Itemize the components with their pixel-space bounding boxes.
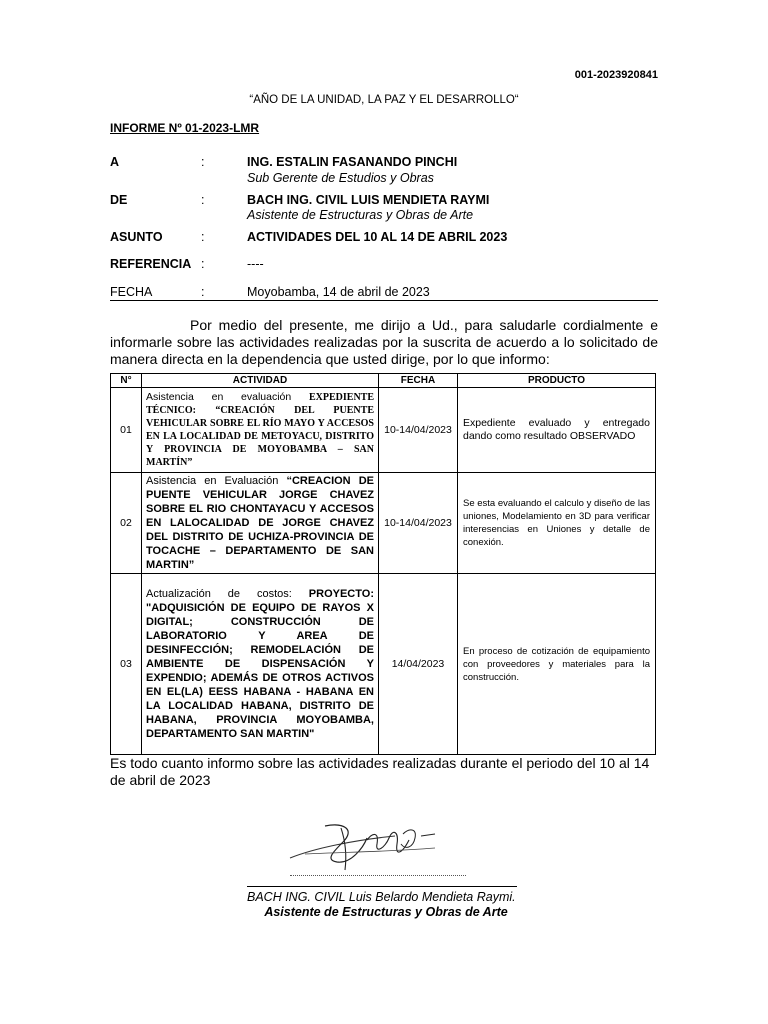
activity-detail: “CREACION DE PUENTE VEHICULAR JORGE CHAVEZ SOBRE EL RIO CHONTAYACU Y ACCESOS EN LALOCALIDAD DE JORGE CHAVEZ DEL DISTRITO DE UCHIZA-PROVINCIA DE TOCACHE – DEPARTAMENTO DE SAN MARTIN”: [146, 475, 374, 571]
header-number: N°: [111, 374, 142, 388]
row-product: En proceso de cotización de equipamiento con proveedores y materiales para la construcción.: [458, 574, 656, 755]
activity-detail: "ADQUISICIÓN DE EQUIPO DE RAYOS X DIGITAL; CONSTRUCCIÓN DE LABORATORIO Y AREA DE DESINFECCIÓN; REMODELACIÓN DE AMBIENTE DE DISPENSACIÓN Y EXPENDIO; ADEMÁS DE OTROS ACTIVOS EN EL(LA) EESS HABANA - HABANA EN LA LOCALIDAD HABANA, DISTRITO DE HABANA, PROVINCIA MOYOBAMBA, DEPARTAMENTO SAN MARTIN": [146, 602, 374, 740]
to-colon: :: [201, 155, 205, 169]
table-row: [111, 574, 656, 755]
signature-line: [247, 886, 517, 887]
row-activity: [142, 574, 379, 755]
row-product: Se esta evaluando el calculo y diseño de las uniones, Modelamiento en 3D para verificar interesencias en Uniones y detalle de conexión.: [458, 473, 656, 574]
activity-prefix: Asistencia en Evaluación: [146, 475, 279, 487]
row-date: 10-14/04/2023: [379, 473, 458, 574]
header-product: PRODUCTO: [458, 374, 656, 388]
row-number: 01: [111, 388, 142, 473]
report-number: INFORME Nº 01-2023-LMR: [110, 121, 260, 135]
signer-role: Asistente de Estructuras y Obras de Arte: [264, 905, 508, 919]
activity-detail: EXPEDIENTE TÉCNICO: “CREACIÓN DEL PUENTE VEHICULAR SOBRE EL RÍO MAYO Y ACCESOS EN LA LOCALIDAD DE METOYACU, DISTRITO Y PROVINCIA DE MOYOBAMBA – SAN MARTÍN”: [146, 392, 374, 468]
table-header-row: [111, 374, 656, 388]
row-activity: [142, 473, 379, 574]
closing-paragraph: Es todo cuanto informo sobre las actividades realizadas durante el periodo del 10 al 14 de abril de 2023: [110, 755, 650, 788]
subject-value: ACTIVIDADES DEL 10 AL 14 DE ABRIL 2023: [247, 230, 508, 244]
date-label: FECHA: [110, 285, 153, 299]
document-code: 001-2023920841: [574, 69, 658, 81]
row-activity: [142, 388, 379, 473]
subject-colon: :: [201, 230, 205, 244]
from-name: BACH ING. CIVIL LUIS MENDIETA RAYMI: [247, 193, 490, 207]
activity-label: PROYECTO:: [308, 588, 374, 600]
subject-label: ASUNTO: [110, 230, 163, 244]
activity-prefix: Actualización de costos:: [146, 588, 292, 600]
date-colon: :: [201, 285, 205, 299]
reference-label: REFERENCIA: [110, 257, 192, 271]
to-title: Sub Gerente de Estudios y Obras: [247, 171, 434, 185]
header-divider: [110, 300, 658, 301]
year-motto: “AÑO DE LA UNIDAD, LA PAZ Y EL DESARROLLO“: [249, 94, 519, 106]
row-number: 03: [111, 574, 142, 755]
header-activity: ACTIVIDAD: [142, 374, 379, 388]
row-date: 14/04/2023: [379, 574, 458, 755]
from-label: DE: [110, 193, 128, 207]
reference-value: ----: [247, 257, 264, 271]
reference-colon: :: [201, 257, 205, 271]
to-name: ING. ESTALIN FASANANDO PINCHI: [247, 155, 458, 169]
signature-dotted-line: [290, 875, 466, 876]
row-number: 02: [111, 473, 142, 574]
intro-text: Por medio del presente, me dirijo a Ud., para saludarle cordialmente e informarle sobre las actividades realizadas por la suscrita de acuerdo a lo solicitado de manera directa en la dependencia que usted dirige, por lo que informo:: [110, 317, 658, 367]
activities-table: [110, 373, 656, 755]
table-row: [111, 473, 656, 574]
signer-name: BACH ING. CIVIL Luis Belardo Mendieta Raymi.: [247, 890, 516, 904]
from-colon: :: [201, 193, 205, 207]
row-product: Expediente evaluado y entregado dando como resultado OBSERVADO: [458, 388, 656, 473]
intro-paragraph: [110, 317, 658, 368]
header-date: FECHA: [379, 374, 458, 388]
activity-prefix: Asistencia en evaluación: [146, 391, 292, 403]
to-label: A: [110, 155, 120, 169]
date-value: Moyobamba, 14 de abril de 2023: [247, 285, 430, 299]
from-title: Asistente de Estructuras y Obras de Arte: [247, 208, 474, 222]
row-date: 10-14/04/2023: [379, 388, 458, 473]
handwritten-signature: [285, 818, 445, 878]
table-row: [111, 388, 656, 473]
